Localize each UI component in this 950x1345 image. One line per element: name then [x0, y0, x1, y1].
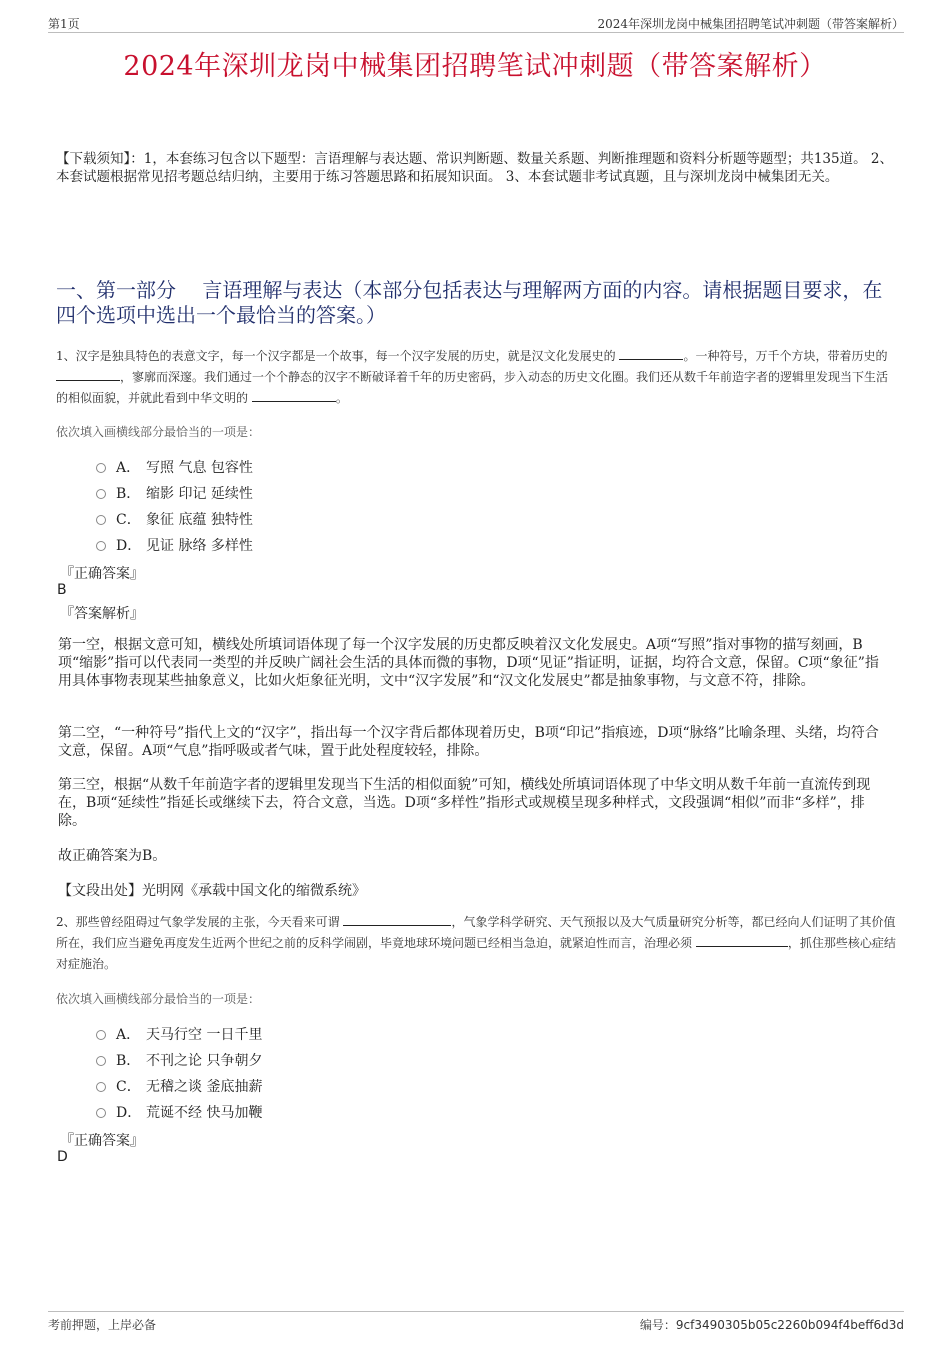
section-title: 一、第一部分 言语理解与表达（本部分包括表达与理解两方面的内容。请根据题目要求，在四个选项中选出一个最恰当的答案。）: [56, 278, 883, 327]
option-letter: D．: [116, 538, 142, 554]
radio-icon[interactable]: [96, 489, 106, 499]
document-title: 2024年深圳龙岗中械集团招聘笔试冲刺题（带答案解析）: [123, 51, 827, 82]
option-text: 缩影 印记 延续性: [146, 486, 253, 502]
question-2-answer: D: [57, 1149, 68, 1165]
fill-blank: [56, 367, 120, 381]
radio-icon[interactable]: [96, 515, 106, 525]
question-2-text-part: ，气象学科学研究、天气预报以及大气质量研究分析等，都已经向人们证明了其价值所在，我们应当避免再度发生近两个世纪之前的反科学闹剧，毕竟地球环境问题已经相当急迫，就紧迫性而言，治理必须: [56, 915, 896, 950]
analysis-paragraph-1: 第一空，根据文意可知，横线处所填词语体现了每一个汉字发展的历史都反映着汉文化发展史。A项“写照”指对事物的描写刻画，B项“缩影”指可以代表同一类型的并反映广阔社会生活的具体而微的事物，D项“见证”指证明，证据，均符合文意，保留。C项“象征”指用具体事物表现某些抽象意义，比如火炬象征光明，文中“汉字发展”和“汉文化发展史”都是抽象事物，与文意不符，排除。: [58, 637, 879, 689]
page-footer: [48, 1311, 904, 1334]
question-2-stem: [56, 912, 898, 975]
option-text: 无稽之谈 釜底抽薪: [146, 1079, 263, 1095]
question-1-text-part: ，寥廓而深邃。我们通过一个个静态的汉字不断破译着千年的历史密码，步入动态的历史文化圈。我们还从数千年前造字者的逻辑里发现当下生活的相似面貌，并就此看到中华文明的: [56, 370, 889, 405]
option-text: 荒诞不经 快马加鞭: [146, 1105, 263, 1121]
footer-code-label: 编号：: [639, 1318, 676, 1332]
question-2-prompt: 依次填入画横线部分最恰当的一项是：: [56, 992, 261, 1006]
question-2-text-part: 2、那些曾经阻碍过气象学发展的主张，今天看来可谓: [56, 915, 344, 929]
question-1-option-a[interactable]: [96, 457, 253, 477]
option-letter: C．: [116, 1079, 141, 1095]
question-1-text-part: 1、汉字是独具特色的表意文字，每一个汉字都是一个故事，每一个汉字发展的历史，就是汉文化发展史的: [56, 349, 620, 363]
option-text: 不刊之论 只争朝夕: [146, 1053, 263, 1069]
question-1-answer: B: [57, 582, 67, 598]
radio-icon[interactable]: [96, 1056, 106, 1066]
option-letter: A．: [116, 1027, 141, 1043]
footer-code: [640, 1316, 904, 1333]
option-letter: D．: [116, 1105, 142, 1121]
question-2-option-b[interactable]: [96, 1050, 262, 1070]
option-text: 天马行空 一日千里: [146, 1027, 263, 1043]
question-2-option-d[interactable]: [96, 1102, 262, 1122]
fill-blank: [696, 933, 788, 947]
question-1-option-c[interactable]: [96, 509, 253, 529]
analysis-paragraph-3: 第三空，根据“从数千年前造字者的逻辑里发现当下生活的相似面貌”可知，横线处所填词语体现了中华文明从数千年前一直流传到现在，B项“延续性”指延长或继续下去，符合文意，当选。D项“多样性”指形式或规模呈现多种样式，文段强调“相似”而非“多样”，排除。: [58, 777, 871, 829]
question-2-text-part: ，抓住那些核心症结对症施治。: [56, 936, 896, 971]
question-1-analysis-label: 『答案解析』: [60, 606, 144, 622]
question-1-option-d[interactable]: [96, 535, 253, 555]
option-text: 见证 脉络 多样性: [146, 538, 253, 554]
question-2-option-c[interactable]: [96, 1076, 262, 1096]
radio-icon[interactable]: [96, 1082, 106, 1092]
question-1-answer-label: 『正确答案』: [60, 566, 144, 582]
radio-icon[interactable]: [96, 541, 106, 551]
option-text: 象征 底蕴 独特性: [146, 512, 253, 528]
question-2-option-a[interactable]: [96, 1024, 262, 1044]
analysis-paragraph-2: 第二空，“一种符号”指代上文的“汉字”，指出每一个汉字背后都体现着历史，B项“印记”指痕迹，D项“脉络”比喻条理、头绪，均符合文意，保留。A项“气息”指呼吸或者气味，置于此处程度较轻，排除。: [58, 725, 879, 759]
page-number: 第1页: [48, 17, 80, 31]
download-notice: 【下载须知】：1，本套练习包含以下题型：言语理解与表达题、常识判断题、数量关系题、判断推理题和资料分析题等题型；共135道。 2、本套试题根据常见招考题总结归纳，主要用于练习答题思路和拓展知识面。 3、本套试题非考试真题，且与深圳龙岗中械集团无关。: [56, 151, 893, 185]
option-letter: B．: [116, 1053, 141, 1069]
question-1-text-part: 。: [335, 391, 348, 405]
analysis-conclusion: 故正确答案为B。: [58, 848, 167, 864]
header-doc-title: 2024年深圳龙岗中械集团招聘笔试冲刺题（带答案解析）: [597, 17, 904, 31]
question-2-answer-label: 『正确答案』: [60, 1133, 144, 1149]
fill-blank: [619, 346, 683, 360]
question-1-option-b[interactable]: [96, 483, 253, 503]
question-1-text-part: 。一种符号，万千个方块，带着历史的: [683, 349, 888, 363]
option-text: 写照 气息 包容性: [146, 460, 253, 476]
radio-icon[interactable]: [96, 463, 106, 473]
footer-code-value: 9cf3490305b05c2260b094f4beff6d3d: [675, 1318, 904, 1332]
fill-blank: [343, 912, 451, 926]
radio-icon[interactable]: [96, 1030, 106, 1040]
page-header: [48, 14, 904, 33]
option-letter: A．: [116, 460, 141, 476]
option-letter: C．: [116, 512, 141, 528]
passage-source: 【文段出处】光明网《承载中国文化的缩微系统》: [58, 883, 366, 899]
option-letter: B．: [116, 486, 141, 502]
radio-icon[interactable]: [96, 1108, 106, 1118]
question-1-stem: [56, 346, 898, 409]
question-1-prompt: 依次填入画横线部分最恰当的一项是：: [56, 425, 261, 439]
fill-blank: [252, 388, 336, 402]
footer-slogan: 考前押题，上岸必备: [48, 1318, 157, 1332]
